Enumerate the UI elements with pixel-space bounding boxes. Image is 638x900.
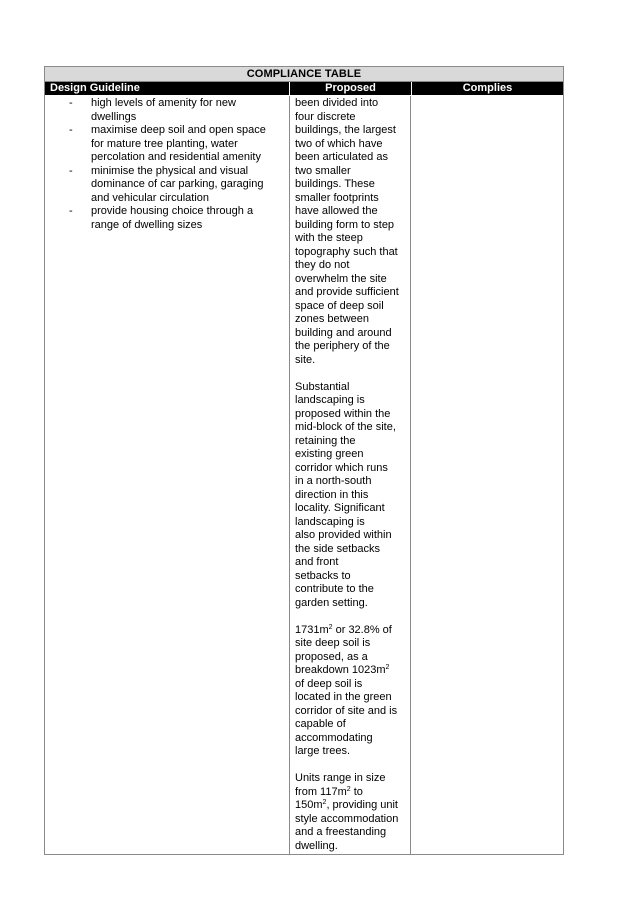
guideline-text: maximise deep soil and open space for mature tree planting, water percolation and residential amenity (91, 124, 266, 163)
complies-cell (411, 96, 563, 854)
guideline-text: provide housing choice through a range of dwelling sizes (91, 205, 254, 231)
bullet-dash: - (69, 97, 73, 109)
proposed-paragraph-unit-sizes (295, 772, 408, 853)
header-proposed: Proposed (289, 82, 411, 95)
unit-size-text-mid: to 150m (295, 785, 363, 811)
unit-size-text: Units range in size from 117m (295, 772, 386, 798)
bullet-dash: - (69, 164, 73, 177)
proposed-paragraph-landscaping: Substantial landscaping is proposed within the mid-block of the site, retaining the existing green corridor which runs in a north-south direction in this locality. Significant landscaping is also provided within the side setbacks and front setbacks to contribute to the garden setting. (295, 380, 396, 609)
unit-size-text-end: , providing unit style accommodation and a freestanding dwelling. (295, 799, 399, 852)
guideline-bullet (45, 205, 289, 232)
proposed-paragraph-deep-soil (295, 624, 408, 759)
proposed-cell (289, 96, 411, 854)
guideline-text: minimise the physical and visual dominance of car parking, garaging and vehicular circulation (91, 164, 264, 204)
table-row (45, 96, 563, 854)
superscript: 2 (346, 785, 351, 793)
header-complies: Complies (411, 82, 563, 95)
bullet-dash: - (69, 205, 73, 217)
header-design-guideline: Design Guideline (50, 82, 140, 94)
superscript: 2 (322, 799, 327, 806)
table-title: COMPLIANCE TABLE (45, 67, 563, 82)
guideline-bullet (45, 97, 289, 124)
superscript: 2 (328, 623, 333, 631)
deep-soil-text-end: of deep soil is located in the green corridor of site and is capable of accommodating large trees. (295, 677, 398, 757)
deep-soil-text: or 32.8% of site deep soil is proposed, as a breakdown 1023m (295, 623, 392, 676)
guideline-text: high levels of amenity for new dwellings (91, 97, 236, 123)
table-header-row (45, 82, 563, 95)
bullet-dash: - (69, 124, 73, 136)
deep-soil-area: 1731m (295, 623, 329, 636)
guideline-bullet (45, 165, 289, 206)
design-guideline-cell (45, 96, 289, 854)
proposed-paragraph-building-form: been divided into four discrete buildings, the largest two of which have been articulated as two smaller buildings. These smaller footprints have allowed the building form to step with the steep topography such that they do not overwhelm the site and provide sufficient space of deep soil zones between building and around the periphery of the site. (295, 97, 399, 366)
superscript: 2 (385, 664, 390, 671)
guideline-bullet (45, 124, 289, 165)
compliance-table (44, 66, 564, 855)
